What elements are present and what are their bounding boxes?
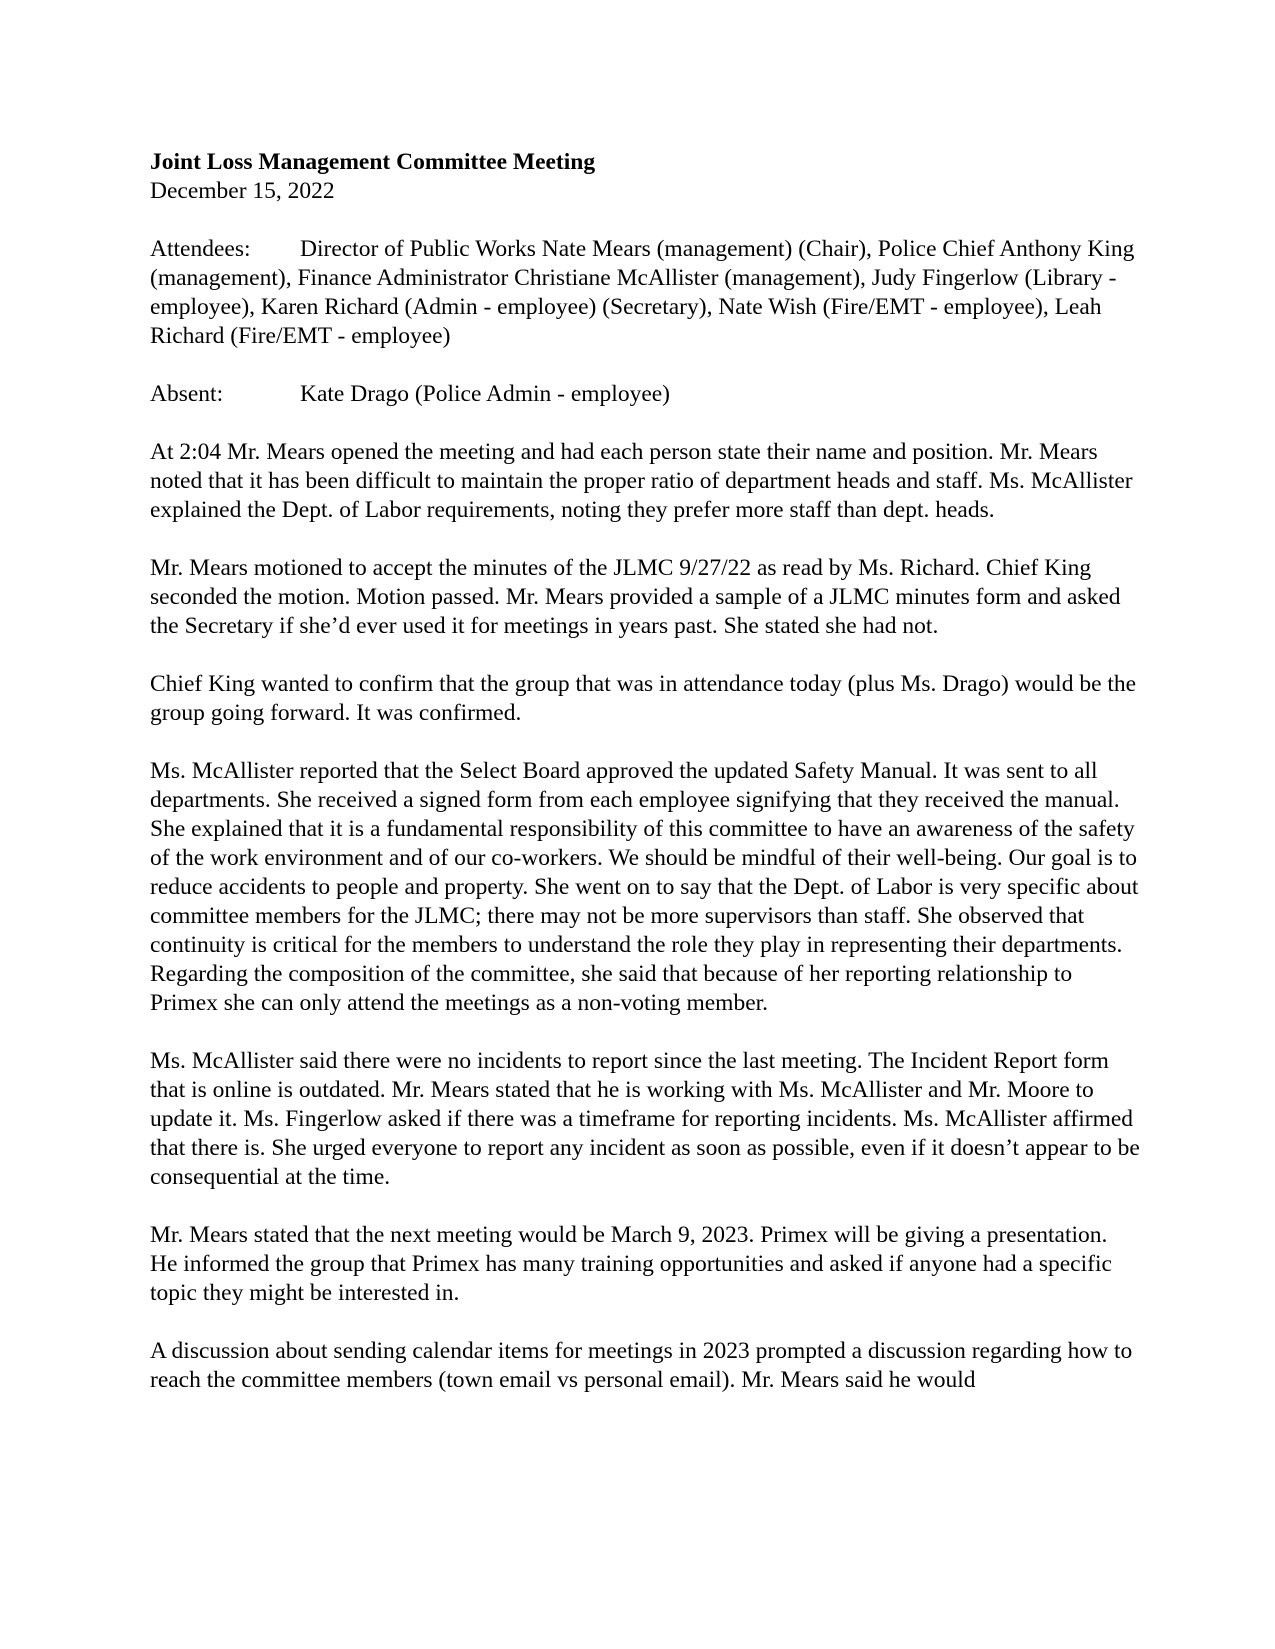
paragraph-opening: At 2:04 Mr. Mears opened the meeting and had each person state their name and position. Mr. Mears noted that it has been difficult to maintain the proper ratio of department heads and staff. Ms. McAllister explained the Dept. of Labor requirements, noting they prefer more staff than dept. heads. [150,439,1133,523]
absent-list: Kate Drago (Police Admin - employee) [300,381,671,407]
meeting-date: December 15, 2022 [150,178,335,204]
absent-label: Absent: [150,381,224,407]
paragraph-calendar-discussion: A discussion about sending calendar items for meetings in 2023 prompted a discussion regarding how to reach the committee members (town email vs personal email). Mr. Mears said he would [150,1338,1133,1393]
paragraph-group-confirmation: Chief King wanted to confirm that the group that was in attendance today (plus Ms. Drago) would be the group going forward. It was confirmed. [150,671,1137,726]
document-title: Joint Loss Management Committee Meeting [150,149,596,175]
paragraph-next-meeting: Mr. Mears stated that the next meeting would be March 9, 2023. Primex will be giving a presentation. He informed the group that Primex has many training opportunities and asked if anyone had a specific topic they might be interested in. [150,1222,1112,1306]
document-page [150,148,1140,1424]
attendees-list: Director of Public Works Nate Mears (management) (Chair), Police Chief Anthony King (management), Finance Administrator Christiane McAllister (management), Judy Fingerlow (Library - employee), Karen Richard (Admin - employee) (Secretary), Nate Wish (Fire/EMT - employee), Leah Richard (Fire/EMT - employee) [150,236,1135,349]
paragraph-incidents: Ms. McAllister said there were no incidents to report since the last meeting. The Incident Report form that is online is outdated. Mr. Mears stated that he is working with Ms. McAllister and Mr. Moore to update it. Ms. Fingerlow asked if there was a timeframe for reporting incidents. Ms. McAllister affirmed that there is. She urged everyone to report any incident as soon as possible, even if it doesn’t appear to be consequential at the time. [150,1048,1140,1190]
absent-section [150,380,1140,409]
attendees-section [150,235,1140,351]
attendees-label: Attendees: [150,236,251,262]
paragraph-minutes: Mr. Mears motioned to accept the minutes of the JLMC 9/27/22 as read by Ms. Richard. Chief King seconded the motion. Motion passed. Mr. Mears provided a sample of a JLMC minutes form and asked the Secretary if she’d ever used it for meetings in years past. She stated she had not. [150,555,1121,639]
paragraph-safety-manual: Ms. McAllister reported that the Select Board approved the updated Safety Manual. It was sent to all departments. She received a signed form from each employee signifying that they received the manual. She explained that it is a fundamental responsibility of this committee to have an awareness of the safety of the work environment and of our co-workers. We should be mindful of their well-being. Our goal is to reduce accidents to people and property. She went on to say that the Dept. of Labor is very specific about committee members for the JLMC; there may not be more supervisors than staff. She observed that continuity is critical for the members to understand the role they play in representing their departments. Regarding the composition of the committee, she said that because of her reporting relationship to Primex she can only attend the meetings as a non-voting member. [150,758,1139,1016]
